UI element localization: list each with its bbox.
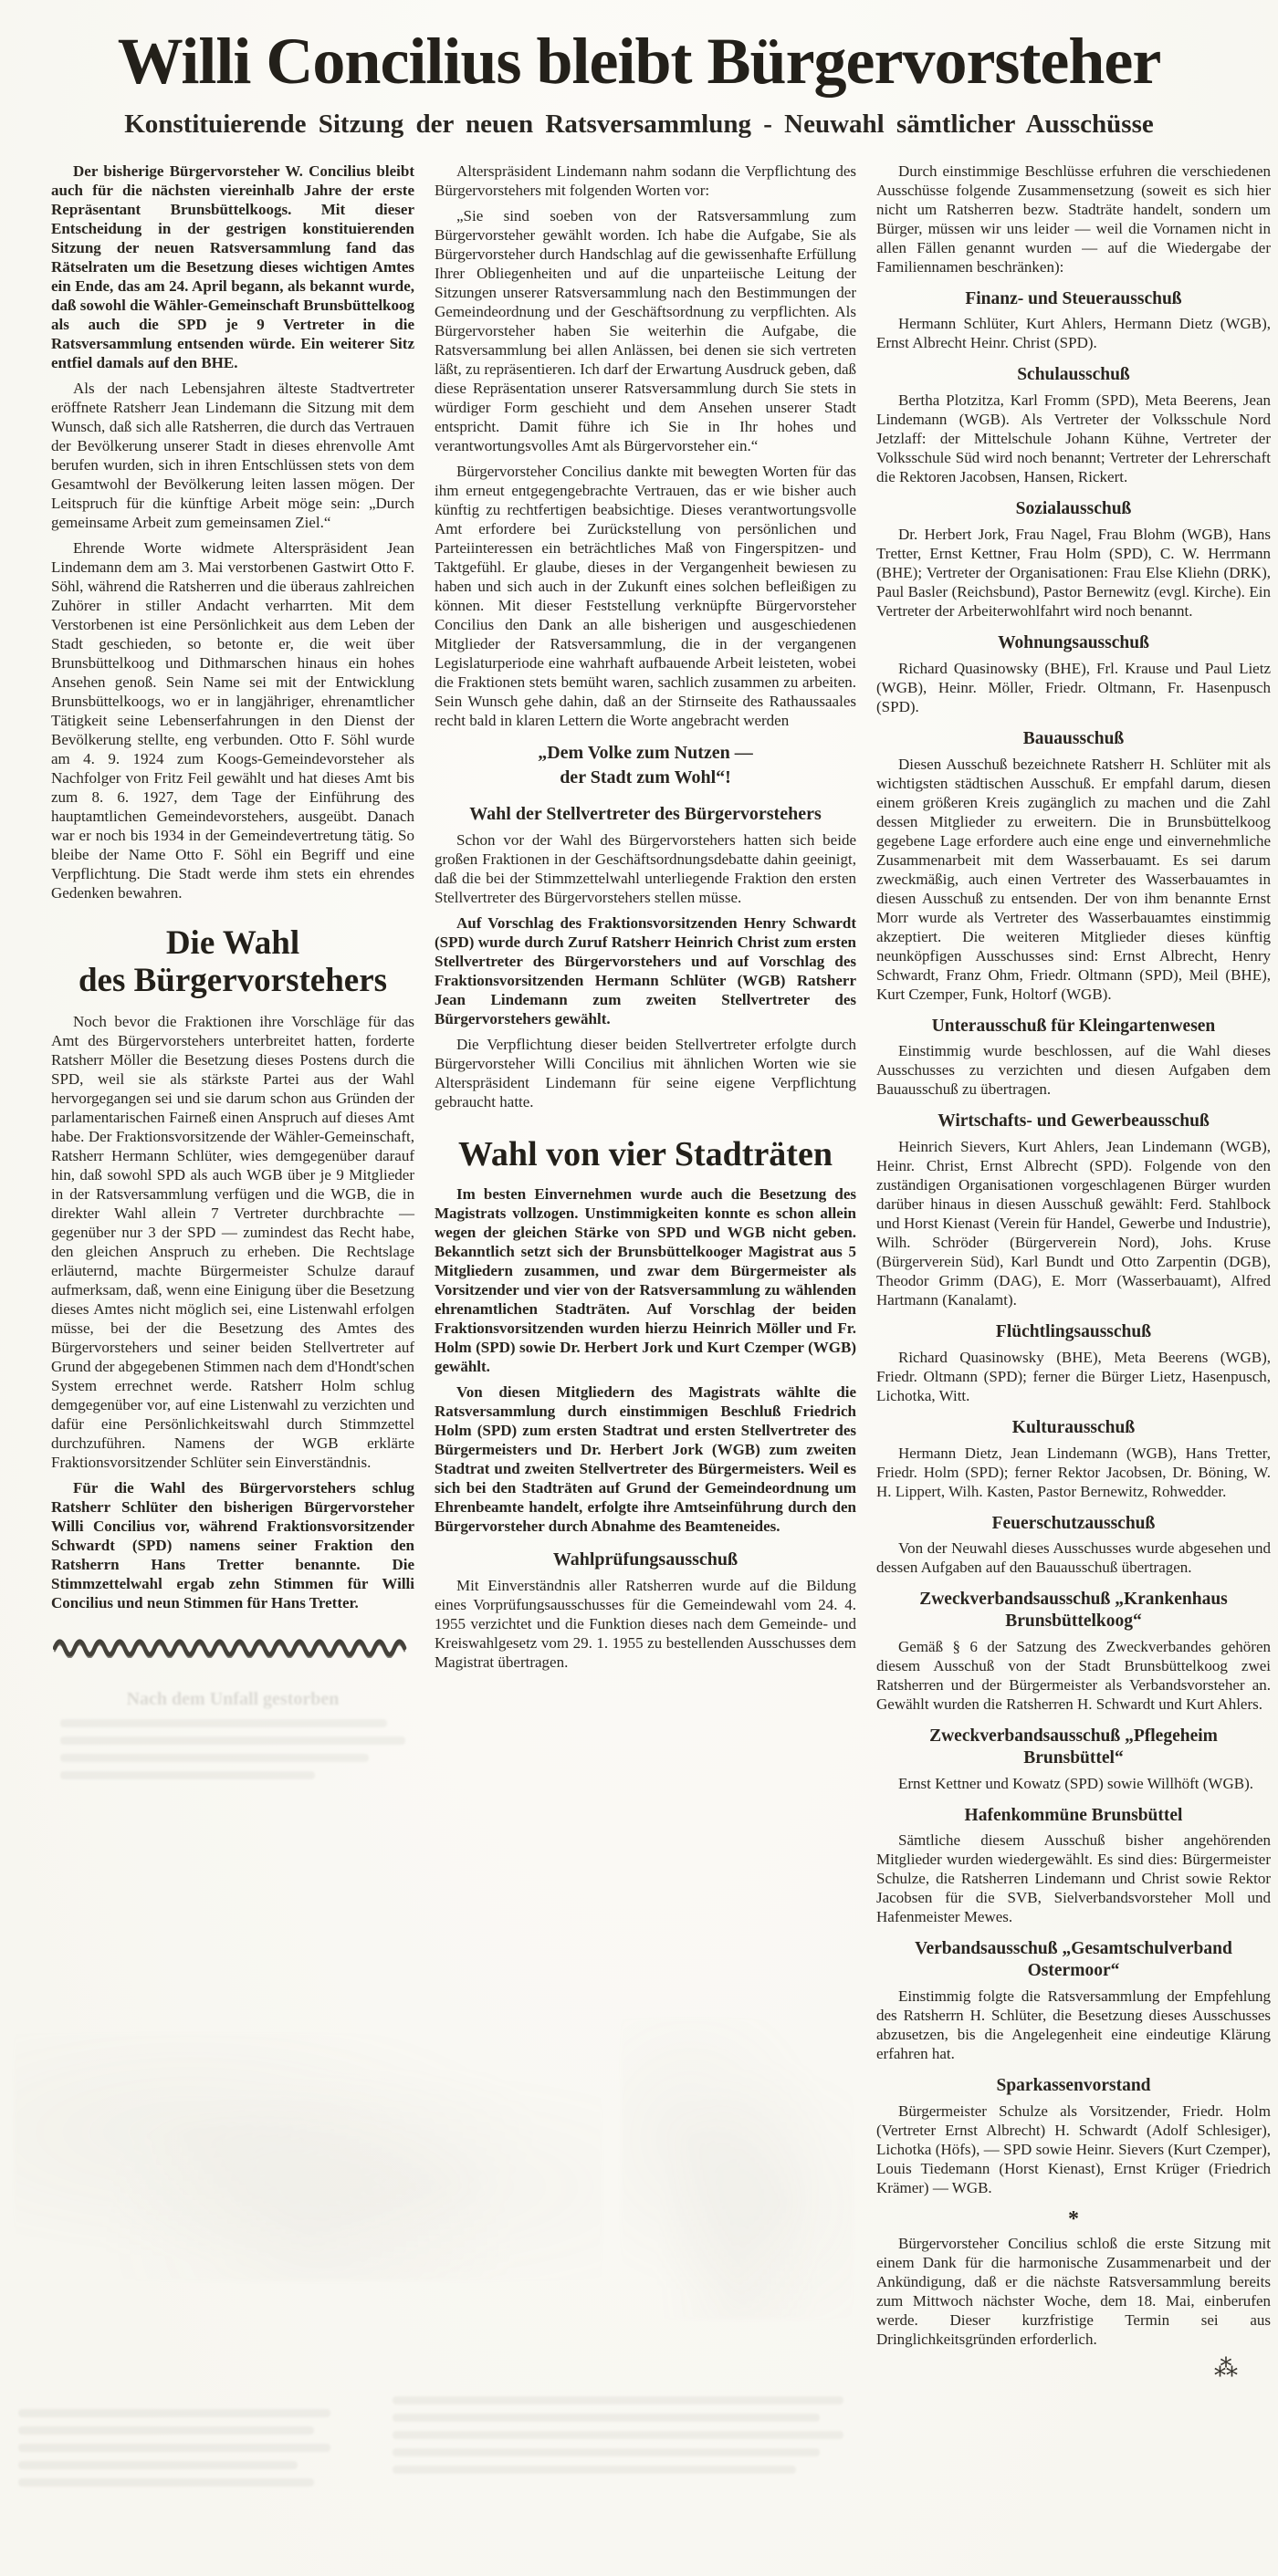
ghost-text-line bbox=[60, 1719, 387, 1727]
ghost-text-line bbox=[18, 2409, 330, 2417]
committee-members: Von der Neuwahl dieses Ausschusses wurde abgesehen und dessen Aufgaben auf den Bauausschuß übertragen. bbox=[876, 1539, 1271, 1577]
committee-heading: Zweckverbandsausschuß „Krankenhaus Brunsbüttelkoog“ bbox=[919, 1590, 1228, 1632]
ghost-text-line bbox=[60, 1771, 315, 1779]
committee-members: Gemäß § 6 der Satzung des Zweckverbandes gehören diesem Ausschuß von der Stadt Brunsbüttelkoog zwei Ratsherren und der Bürgermeister als Verbandsvorsteher an. Gewählt wurden die Ratsherren H. Schwardt und Kurt Ahlers. bbox=[876, 1637, 1271, 1713]
ghost-text-line bbox=[60, 1736, 405, 1745]
committee-members: Einstimmig folgte die Ratsversammlung der Empfehlung des Ratsherrn H. Schlüter, die Besetzung dieses Ausschusses abzusetzen, bis die Angelegenheit eine eindeutige Klärung erfahren hat. bbox=[876, 1987, 1271, 2062]
ghost-text-line bbox=[393, 2396, 843, 2404]
committee-members: Dr. Herbert Jork, Frau Nagel, Frau Blohm (WGB), Hans Tretter, Ernst Kettner, Frau Holm (SPD), C. W. Herrmann (BHE); Vertreter der Organisationen: Frau Else Kliehn (DRK), Paul Basler (Reichsbund), Pastor Bernewitz (evgl. Kirche). Ein Vertreter der Arbeiterwohlfahrt wird noch benannt. bbox=[876, 525, 1271, 620]
committee-members: Hermann Dietz, Jean Lindemann (WGB), Hans Tretter, Friedr. Holm (SPD); ferner Rektor Jacobsen, Dr. Böning, W. H. Lippert, Wilh. Kasten, Pastor Bernewitz, Rohwedder. bbox=[876, 1444, 1271, 1500]
column-1 bbox=[51, 162, 414, 1780]
paragraph-concilius-thanks: Bürgervorsteher Concilius dankte mit bewegten Worten für das ihm erneut entgegengebrachte Vertrauen, das er wie bisher auch künftig zu rechtfertigen beabsichtige. Dieses verantwortungsvolle Amt erfordere bei Zurückstellung von persönlichen und Parteiinteressen ein beträchtliches Maß von Fingerspitzen- und Taktgefühl. Er glaube, dieses in der Vergangenheit bewiesen zu haben und sich auch in der Zukunft eines solchen befleißigen zu können. Mit dieser Feststellung verknüpfte Bürgervorsteher Concilius den Dank an alle bisherigen und ausgeschiedenen Mitglieder der Ratsversammlung, die in der vergangenen Legislaturperiode eine wahrhaft aufbauende Arbeit leisteten, wobei die Fraktionen stets bemüht waren, sachlich zusammen zu arbeiten. Sein Wunsch gehe dahin, daß an der Stirnseite des Rathaussaales recht bald in klaren Lettern die Worte angebracht werden bbox=[435, 462, 856, 729]
subheading-stellvertreter: Wahl der Stellvertreter des Bürgervorstehers bbox=[469, 803, 822, 824]
paragraph-fraktionen-agreement: Schon vor der Wahl des Bürgervorstehers hatten sich beide großen Fraktionen in der Geschäftsordnungsdebatte dahin geeinigt, daß die bei der Stimmzettelwahl unterliegende Fraktion den ersten Stellvertreter des Bürgervorstehers stellen müsse. bbox=[435, 830, 856, 906]
paragraph-stadtrat-wahl: Von diesen Mitgliedern des Magistrats wählte die Ratsversammlung durch einstimmigen Beschluß Friedrich Holm (SPD) zum ersten Stadtrat und ersten Stellvertreter des Bürgermeisters und Dr. Herbert Jork (WGB) zum zweiten Stadtrat und zweiten Stellvertreter des Bürgermeisters. Weil es sich bei den Stadträten auf Grund der Gemeindeordnung um Ehrenbeamte handelt, erfolgte ihre Amtseinführung durch den Bürgervorsteher durch Abnahme des Beamteneides. bbox=[435, 1383, 856, 1536]
ghost-text-line bbox=[393, 2431, 843, 2439]
committee-members: Bertha Plotzitza, Karl Fromm (SPD), Meta Beerens, Jean Lindemann (WGB). Als Vertreter der Volksschule Nord Jetzlaff: der Mittelschule Johann Kühne, Vertreter der Volksschule Süd wird noch benannt; Vertreter der Lehrerschaft die Rektoren Jacobsen, Hansen, Rickert. bbox=[876, 391, 1271, 486]
section-heading-wahl-buergervorsteher bbox=[51, 924, 414, 1000]
committee-members: Richard Quasinowsky (BHE), Frl. Krause und Paul Lietz (WGB), Heinr. Möller, Friedr. Oltmann, Fr. Hasenpusch (SPD). bbox=[876, 659, 1271, 715]
ghost-heading: Nach dem Unfall gestorben bbox=[126, 1689, 340, 1710]
ghost-text-line bbox=[18, 2426, 314, 2435]
paragraph-session-opening: Als der nach Lebensjahren älteste Stadtvertreter eröffnete Ratsherr Jean Lindemann die Sitzung mit dem Wunsch, daß sich alle Ratsherren, die durch das Vertrauen der Bevölkerung unserer Stadt in dieses ehrenvolle Amt berufen wurden, sich in ihren Entschlüssen stets von dem Gesamtwohl der Bevölkerung leiten lassen mögen. Der Leitspruch für die künftige Arbeit möge sein: „Durch gemeinsame Arbeit zum gemeinsamen Ziel.“ bbox=[51, 379, 414, 531]
committee-members: Richard Quasinowsky (BHE), Meta Beerens (WGB), Friedr. Oltmann (SPD); ferner die Bürger Lietz, Hasenpusch, Lichotka, Witt. bbox=[876, 1348, 1271, 1404]
committee-heading: Schulausschuß bbox=[1017, 365, 1130, 385]
paragraph-memorial-soehl: Ehrende Worte widmete Alterspräsident Jean Lindemann dem am 3. Mai verstorbenen Gastwirt Otto F. Söhl, während die Ratsherren und die überaus zahlreichen Zuhörer in stiller Andacht verharrten. Mit dem Verstorbenen ist eine Persönlichkeit aus dem Leben der Stadt geschieden, so betonte er, die weit über Brunsbüttelkoog und Dithmarschen hinaus ein hohes Ansehen genoß. Sein Name sei mit der Entwicklung Brunsbüttelkoogs, wo er in langjähriger, ehrenamtlicher Tätigkeit seine Lebenserfahrungen in den Dienst der Bevölkerung stellte, eng verbunden. Otto F. Söhl wurde am 4. 9. 1924 zum Koogs-Gemeindevorsteher als Nachfolger von Fritz Feil gewählt und hat dieses Amt bis zum 8. 6. 1927, dem Tage der Einführung des hauptamtlichen Gemeindevorstehers, ausgeübt. Danach war er noch bis 1934 in der Gemeindevertretung tätig. So bleibe der Name Otto F. Söhl ein Begriff und eine Verpflichtung. Die Stadt werde ihm stets ein ehrendes Gedenken bewahren. bbox=[51, 538, 414, 902]
paragraph-debate: Noch bevor die Fraktionen ihre Vorschläge für das Amt des Bürgervorstehers unterbreitet hatten, forderte Ratsherr Möller die Besetzung dieses Postens durch die SPD, weil sie als stärkste Partei aus der Wahl hervorgegangen sei und sie darum schon aus Gründen der parlamentarischen Fairneß einen Anspruch auf dieses Amt habe. Der Fraktionsvorsitzende der Wähler-Gemeinschaft, Ratsherr Hermann Schlüter, wies demgegenüber darauf hin, daß sowohl SPD als auch WGB über je 9 Mitglieder in der Ratsversammlung verfügen und die WGB, die in direkter Wahl allein 7 Vertreter durchbrachte — gegenüber nur 3 der SPD — zumindest das Recht habe, den gleichen Anspruch zu erheben. Die Rechtslage erläuternd, machte Bürgermeister Schulze darauf aufmerksam, daß, wenn eine Einigung über die Besetzung dieses Amtes nicht möglich sei, eine Listenwahl erfolgen müsse, bei der die Besetzung des Amtes des Bürgervorstehers und seiner beiden Stellvertreter auf Grund der abgegebenen Stimmen nach dem d'Hondt'schen System errechnet werde. Ratsherr Holm schlug demgegenüber vor, auf eine Listenwahl zu verzichten und dafür eine Persönlichkeitswahl durch Stimmzettel durchzuführen. Namens der WGB erklärte Fraktionsvorsitzender Schlüter sein Einverständnis. bbox=[51, 1013, 414, 1472]
paragraph-committees-intro: Durch einstimmige Beschlüsse erfuhren die verschiedenen Ausschüsse folgende Zusammensetzung (soweit es sich hier nicht um Ratsherren bezw. Stadträte handelt, sondern um Bürger, müssen wir uns leider — weil die Vornamen nicht in allen Fällen genannt wurden — auf die Wiedergabe der Familiennamen beschränken): bbox=[876, 162, 1271, 276]
end-ornament: ⁂ bbox=[1214, 2354, 1238, 2382]
paragraph-deputies-elected: Auf Vorschlag des Fraktionsvorsitzenden Henry Schwardt (SPD) wurde durch Zuruf Ratsherr Heinrich Christ zum ersten Stellvertreter des Bürgervorstehers und auf Vorschlag des Fraktionsvorsitzenden Hermann Schlüter (WGB) Ratsherr Jean Lindemann zum zweiten Stellvertreter des Bürgervorstehers gewählt. bbox=[435, 913, 856, 1027]
asterisk-separator: * bbox=[1068, 2206, 1079, 2231]
committee-heading: Kulturausschuß bbox=[1011, 1417, 1136, 1437]
committee-members: Sämtliche diesem Ausschuß bisher angehörenden Mitglieder wurden wiedergewählt. Es sind dies: Bürgermeister Schulze, die Ratsherren Lindemann und Christ sowie Rektor Jacobsen für die SVB, Sielverbandsvorsteher Moll und Hafenmeister Mewes. bbox=[876, 1831, 1271, 1926]
paragraph-magistrat: Im besten Einvernehmen wurde auch die Besetzung des Magistrats vollzogen. Unstimmigkeiten konnte es schon allein wegen der gleichen Stärke von SPD und WGB nicht geben. Bekanntlich setzt sich der Brunsbüttelkooger Magistrat aus 5 Mitgliedern zusammen, und zwar dem Bürgermeister als Vorsitzender und vier von der Ratsversammlung zu wählenden ehrenamtlichen Stadträten. Auf Vorschlag der beiden Fraktionsvorsitzenden wurden hierzu Heinrich Möller und Fr. Holm (SPD) sowie Dr. Herbert Jork und Kurt Czemper (WGB) gewählt. bbox=[435, 1185, 856, 1376]
heading-line-1: Die Wahl bbox=[165, 923, 300, 962]
committee-members: Heinrich Sievers, Kurt Ahlers, Jean Lindemann (WGB), Heinr. Christ, Ernst Albrecht (SPD). Folgende von den zuständigen Organisationen vorgeschlagenen Bürger wurden darüber hinaus in diesen Ausschuß gewählt: Ferd. Stahlbock und Horst Kienast (Verein für Handel, Gewerbe und Industrie), Wilh. Schröder (Bürgerverein Nord), Johs. Kruse (Bürgerverein Süd), Karl Bundt und Otto Zarpentin (DGB), Theodor Grimm (DAG), E. Morr (Wasserbauamt), Alfred Hartmann (Kanalamt). bbox=[876, 1138, 1271, 1309]
committee-heading: Finanz- und Steuerausschuß bbox=[965, 288, 1182, 308]
section-heading-stadtraete: Wahl von vier Stadträten bbox=[458, 1134, 833, 1173]
article-subheadline: Konstituierende Sitzung der neuen Ratsversammlung - Neuwahl sämtlicher Ausschüsse bbox=[124, 109, 1154, 139]
committee-heading: Zweckverbandsausschuß „Pflegeheim Brunsbüttel“ bbox=[929, 1726, 1218, 1768]
ghost-text-line bbox=[18, 2444, 330, 2452]
ghost-text-line bbox=[393, 2414, 820, 2422]
paragraph-wahlpruefung: Mit Einverständnis aller Ratsherren wurde auf die Bildung eines Vorprüfungsausschusses für die Gemeindewahl vom 24. 4. 1955 verzichtet und die Funktion dieses nach dem Gemeinde- und Kreiswahlgesetz vom 29. 1. 1955 zu bestellenden Ausschusses dem Magistrat übertragen. bbox=[435, 1577, 856, 1672]
committee-heading: Sozialausschuß bbox=[1015, 499, 1132, 519]
lede-paragraph: Der bisherige Bürgervorsteher W. Concilius bleibt auch für die nächsten viereinhalb Jahre der erste Repräsentant Brunsbüttelkoogs. Mit dieser Entscheidung in der gestrigen konstituierenden Sitzung der neuen Ratsversammlung fand das Rätselraten um die Besetzung dieses wichtigen Amtes ein Ende, das am 24. April begann, als bekannt wurde, daß sowohl die Wähler-Gemeinschaft Brunsbüttelkoog als auch die SPD je 9 Vertreter in die Ratsversammlung entsenden würde. Ein weiterer Sitz entfiel damals auf den BHE. bbox=[51, 162, 414, 371]
paragraph-lindemann-speech: „Sie sind soeben von der Ratsversammlung zum Bürgervorsteher gewählt worden. Ich habe die Aufgabe, Sie als Bürgervorsteher durch Handschlag auf die gewissenhafte Erfüllung Ihrer Obliegenheiten und auf die unparteiische Leitung der Sitzungen unserer Ratsversammlung nach den Bestimmungen der Gemeindeordnung und der Geschäftsordnung zu verpflichten. Als Bürgervorsteher haben Sie weiterhin die Aufgabe, die Ratsversammlung bei allen Anlässen, bei denen sie sich vertreten läßt, zu repräsentieren. Ich darf der Erwartung Ausdruck geben, daß diese Repräsentation unserer Ratsversammlung durch Sie stets in würdiger Form geschieht und dem Ansehen unserer Stadt entspricht. Damit führe ich Sie in Ihr hohes und verantwortungsvolles Amt als Bürgervorsteher ein.“ bbox=[435, 206, 856, 454]
committee-heading: Feuerschutzausschuß bbox=[991, 1513, 1156, 1533]
masthead bbox=[0, 27, 1278, 140]
paragraph-closing: Bürgervorsteher Concilius schloß die erste Sitzung mit einem Dank für die harmonische Zusammenarbeit und der Ankündigung, daß er die nächste Ratsversammlung bereits zum Mittwoch nächster Woche, dem 18. Mai, einberufen werde. Dieser kurzfristige Termin sei aus Dringlichkeitsgründen erforderlich. bbox=[876, 2234, 1271, 2348]
ghost-text-line bbox=[18, 2461, 298, 2469]
article-headline: Willi Concilius bleibt Bürgervorsteher bbox=[117, 25, 1161, 98]
reverse-side-bleedthrough bbox=[51, 1689, 414, 1779]
motto-quote bbox=[435, 741, 856, 790]
column-2 bbox=[435, 162, 856, 1679]
ghost-text-line bbox=[18, 2478, 314, 2487]
ghost-text-block bbox=[9, 2400, 338, 2487]
committee-members: Diesen Ausschuß bezeichnete Ratsherr H. Schlüter mit als wichtigsten städtischen Ausschuß. Er empfahl darum, diesen einem größeren Kreis zugänglich zu machen und die Zahl dessen Mitglieder zu erweitern. Die in Brunsbüttelkoog gegebene Lage erfordere auch eine enge und einvernehmliche Zusammenarbeit mit dem Wasserbauamt. Es sei darum zweckmäßig, auch einen Vertreter des Wasserbauamtes in diesen Ausschuß zu entsenden. Der von ihm benannte Ernst Morr wurde als Vertreter des Wasserbauamtes einstimmig akzeptiert. Die weiteren Mitglieder dieses künftig neunköpfigen Ausschusses sind: Ernst Albrecht, Henry Schwardt, Franz Ohm, Friedr. Oltmann (SPD), Meil (BHE), Kurt Czemper, Funk, Holtorf (WGB). bbox=[876, 755, 1271, 1003]
paragraph-nomination-result: Für die Wahl des Bürgervorstehers schlug Ratsherr Schlüter den bisherigen Bürgervorsteher Willi Concilius vor, während Fraktionsvorsitzender Schwardt (SPD) namens seiner Fraktion den Ratsherrn Hans Tretter benannte. Die Stimmzettelwahl ergab zehn Stimmen für Willi Concilius und neun Stimmen für Hans Tretter. bbox=[51, 1479, 414, 1612]
wave-divider-ornament bbox=[53, 1638, 413, 1658]
article-columns bbox=[0, 162, 1278, 2383]
motto-line-1: „Dem Volke zum Nutzen — bbox=[538, 742, 753, 763]
committee-heading: Unterausschuß für Kleingartenwesen bbox=[931, 1016, 1216, 1036]
committee-heading: Wohnungsausschuß bbox=[998, 632, 1149, 652]
committee-members: Ernst Kettner und Kowatz (SPD) sowie Willhöft (WGB). bbox=[898, 1774, 1253, 1792]
committee-members: Einstimmig wurde beschlossen, auf die Wahl dieses Ausschusses zu verzichten und diesen Aufgaben dem Bauausschuß zu übertragen. bbox=[876, 1042, 1271, 1099]
heading-line-2: des Bürgervorstehers bbox=[78, 962, 388, 1000]
committee-heading: Flüchtlingsausschuß bbox=[995, 1322, 1152, 1342]
committee-members: Hermann Schlüter, Kurt Ahlers, Hermann Dietz (WGB), Ernst Albrecht Heinr. Christ (SPD). bbox=[876, 315, 1271, 352]
committee-heading: Hafenkommüne Brunsbüttel bbox=[964, 1805, 1183, 1825]
committee-heading: Sparkassenvorstand bbox=[996, 2075, 1151, 2095]
ghost-text-line bbox=[60, 1754, 369, 1762]
paragraph-verpflichtung-intro: Alterspräsident Lindemann nahm sodann die Verpflichtung des Bürgervorstehers mit folgenden Worten vor: bbox=[435, 162, 856, 199]
ghost-text-line bbox=[393, 2466, 796, 2474]
paragraph-deputies-obligation: Die Verpflichtung dieser beiden Stellvertreter erfolgte durch Bürgervorsteher Willi Concilius mit ähnlichen Worten wie sie Alterspräsident Lindemann für seine eigene Verpflichtung gebraucht hatte. bbox=[435, 1035, 856, 1111]
committee-heading: Verbandsausschuß „Gesamtschulverband Ostermoor“ bbox=[915, 1939, 1232, 1981]
committee-members: Bürgermeister Schulze als Vorsitzender, Friedr. Holm (Vertreter Ernst Albrecht) H. Schwardt (Adolf Schlesiger), Lichotka (Höfs), — SPD sowie Heinr. Sievers (Kurt Czemper), Louis Tiedemann (Horst Kienast), Ernst Krüger (Friedrich Krämer) — WGB. bbox=[876, 2101, 1271, 2196]
ghost-text-block bbox=[383, 2387, 858, 2474]
committee-heading: Wirtschafts- und Gewerbeausschuß bbox=[938, 1111, 1210, 1132]
subheading-wahlpruefungsausschuss: Wahlprüfungsausschuß bbox=[552, 1549, 739, 1570]
column-3 bbox=[876, 162, 1271, 2383]
ghost-text-line bbox=[393, 2448, 820, 2456]
committee-heading: Bauausschuß bbox=[1022, 728, 1125, 748]
motto-line-2: der Stadt zum Wohl“! bbox=[560, 767, 731, 787]
